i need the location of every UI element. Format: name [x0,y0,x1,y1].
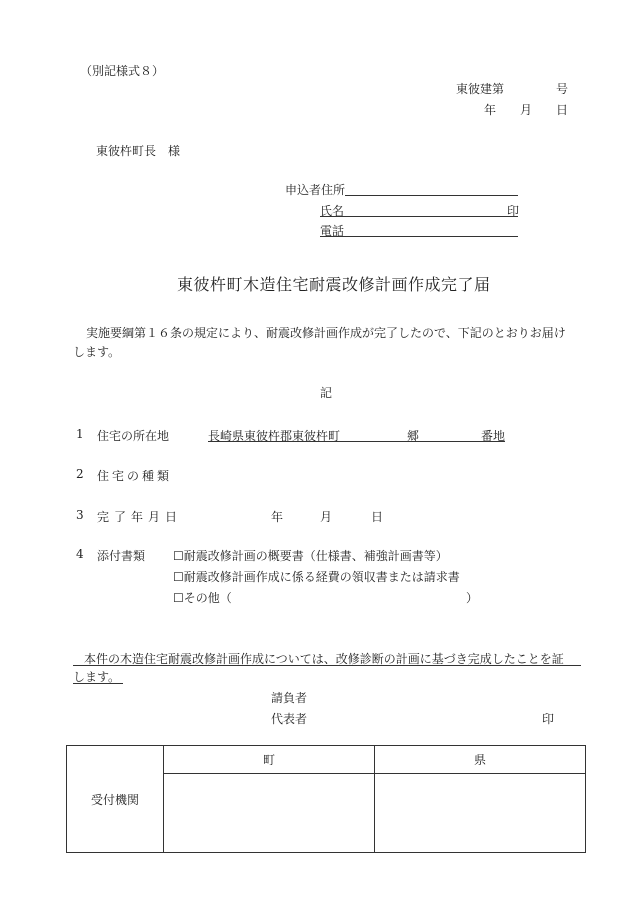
item2-label: 住宅の種類 [97,469,173,483]
contractor-seal: 印 [542,712,555,726]
applicant-phone-label: 電話 [320,224,345,238]
applicant-name-label: 氏名 [320,204,345,218]
item1-banchi: 番地 [481,429,506,443]
date-header-month: 月 [520,103,533,117]
date-header-day: 日 [556,103,569,117]
item4-label: 添付書類 [97,549,146,563]
attachment-option-2[interactable]: ☐耐震改修計画作成に係る経費の領収書または請求書 [173,570,460,584]
item3-year: 年 [271,510,284,524]
attachment-option-3[interactable]: ☐その他（ [173,591,232,605]
item1-underline [208,441,505,442]
applicant-address-line [345,195,518,196]
certification-line-1: 本件の木造住宅耐震改修計画作成については、改修診断の計画に基づき完成したことを証 [84,652,564,666]
intro-line-1: 実施要綱第１６条の規定により、耐震改修計画作成が完了したので、下記のとおりお届け [86,326,566,340]
item3-number: 3 [76,508,84,522]
doc-number-suffix: 号 [556,82,569,96]
item1-go: 郷 [407,429,420,443]
reception-table [66,745,586,853]
item2-number: 2 [76,467,84,481]
attachment-other-close: ） [466,591,479,605]
certification-line-2: します。 [73,670,121,684]
reception-row-label: 受付機関 [67,746,164,853]
reception-pref-cell[interactable] [375,774,586,853]
document-title: 東彼杵町木造住宅耐震改修計画作成完了届 [177,275,491,294]
item4-number: 4 [76,547,84,561]
item3-label: 完了年月日 [97,510,183,524]
applicant-address-label: 申込者住所 [285,183,346,197]
date-header-year: 年 [484,103,497,117]
item3-month: 月 [320,510,333,524]
applicant-phone-line [320,236,518,237]
ki-mark: 記 [320,386,333,400]
form-label: （別記様式８） [80,64,165,78]
addressee: 東彼杵町長 様 [96,144,181,158]
item1-prefecture: 長崎県東彼杵郡東彼杵町 [208,429,341,443]
item1-label: 住宅の所在地 [97,429,170,443]
applicant-seal: 印 [507,204,520,218]
doc-number-prefix: 東彼建第 [456,82,505,96]
item1-number: 1 [76,427,84,441]
contractor-rep-label: 代表者 [271,712,308,726]
applicant-name-line [320,216,518,217]
reception-col-town: 町 [164,746,375,774]
intro-line-2: します。 [73,345,121,359]
reception-col-pref: 県 [375,746,586,774]
item3-day: 日 [371,510,384,524]
contractor-label: 請負者 [271,691,308,705]
certification-underline-1 [73,665,581,666]
reception-town-cell[interactable] [164,774,375,853]
attachment-option-1[interactable]: ☐耐震改修計画の概要書（仕様書、補強計画書等） [173,549,448,563]
certification-underline-2 [73,683,123,684]
